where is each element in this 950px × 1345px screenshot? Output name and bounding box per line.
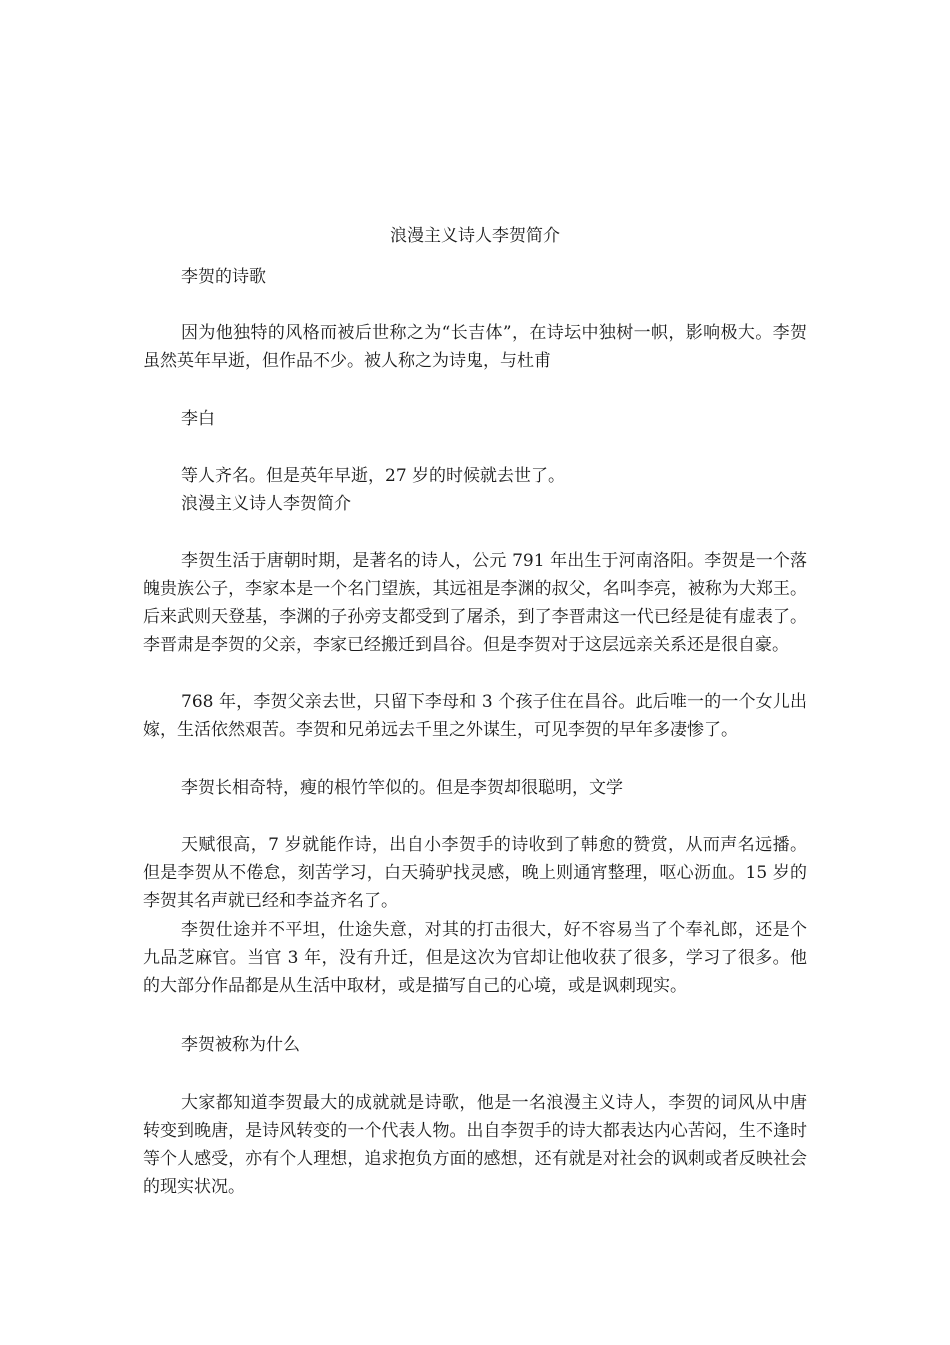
paragraph-li-bai: 李白 xyxy=(181,409,215,429)
paragraph-talent: 天赋很高，7 岁就能作诗，出自小李贺手的诗收到了韩愈的赞赏，从而声名远播。但是李贺从不倦怠，刻苦学习，白天骑驴找灵感，晚上则通宵整理，呕心沥血。15 岁的李贺其名声就已经和李益齐名了。 xyxy=(143,835,807,911)
section-heading-intro: 浪漫主义诗人李贺简介 xyxy=(181,494,351,514)
paragraph-career: 李贺仕途并不平坦，仕途失意，对其的打击很大，好不容易当了个奉礼郎，还是个九品芝麻官。当官 3 年，没有升迁，但是这次为官却让他收获了很多，学习了很多。他的大部分作品都是从生活中取材，或是描写自己的心境，或是讽刺现实。 xyxy=(143,920,807,996)
paragraph-early-life: 768 年，李贺父亲去世，只留下李母和 3 个孩子住在昌谷。此后唯一的一个女儿出嫁，生活依然艰苦。李贺和兄弟远去千里之外谋生，可见李贺的早年多凄惨了。 xyxy=(143,692,807,740)
section-heading-title: 李贺被称为什么 xyxy=(181,1035,300,1055)
paragraph-biography: 李贺生活于唐朝时期，是著名的诗人，公元 791 年出生于河南洛阳。李贺是一个落魄贵族公子，李家本是一个名门望族，其远祖是李渊的叔父，名叫李亮，被称为大郑王。后来武则天登基，李渊的子孙旁支都受到了屠杀，到了李晋肃这一代已经是徒有虚表了。李晋肃是李贺的父亲，李家已经搬迁到昌谷。但是李贺对于这层远亲关系还是很自豪。 xyxy=(143,551,807,655)
paragraph-appearance: 李贺长相奇特，瘦的根竹竿似的。但是李贺却很聪明，文学 xyxy=(181,778,623,798)
section-heading-poems: 李贺的诗歌 xyxy=(181,267,266,287)
paragraph-style: 因为他独特的风格而被后世称之为“长吉体”，在诗坛中独树一帜，影响极大。李贺虽然英年早逝，但作品不少。被人称之为诗鬼，与杜甫 xyxy=(143,323,807,371)
paragraph-fame: 等人齐名。但是英年早逝，27 岁的时候就去世了。 xyxy=(181,466,566,486)
document-title: 浪漫主义诗人李贺简介 xyxy=(390,226,560,246)
paragraph-achievement: 大家都知道李贺最大的成就就是诗歌，他是一名浪漫主义诗人，李贺的词风从中唐转变到晚唐，是诗风转变的一个代表人物。出自李贺手的诗大都表达内心苦闷，生不逢时等个人感受，亦有个人理想，追求抱负方面的感想，还有就是对社会的讽刺或者反映社会的现实状况。 xyxy=(143,1093,807,1197)
